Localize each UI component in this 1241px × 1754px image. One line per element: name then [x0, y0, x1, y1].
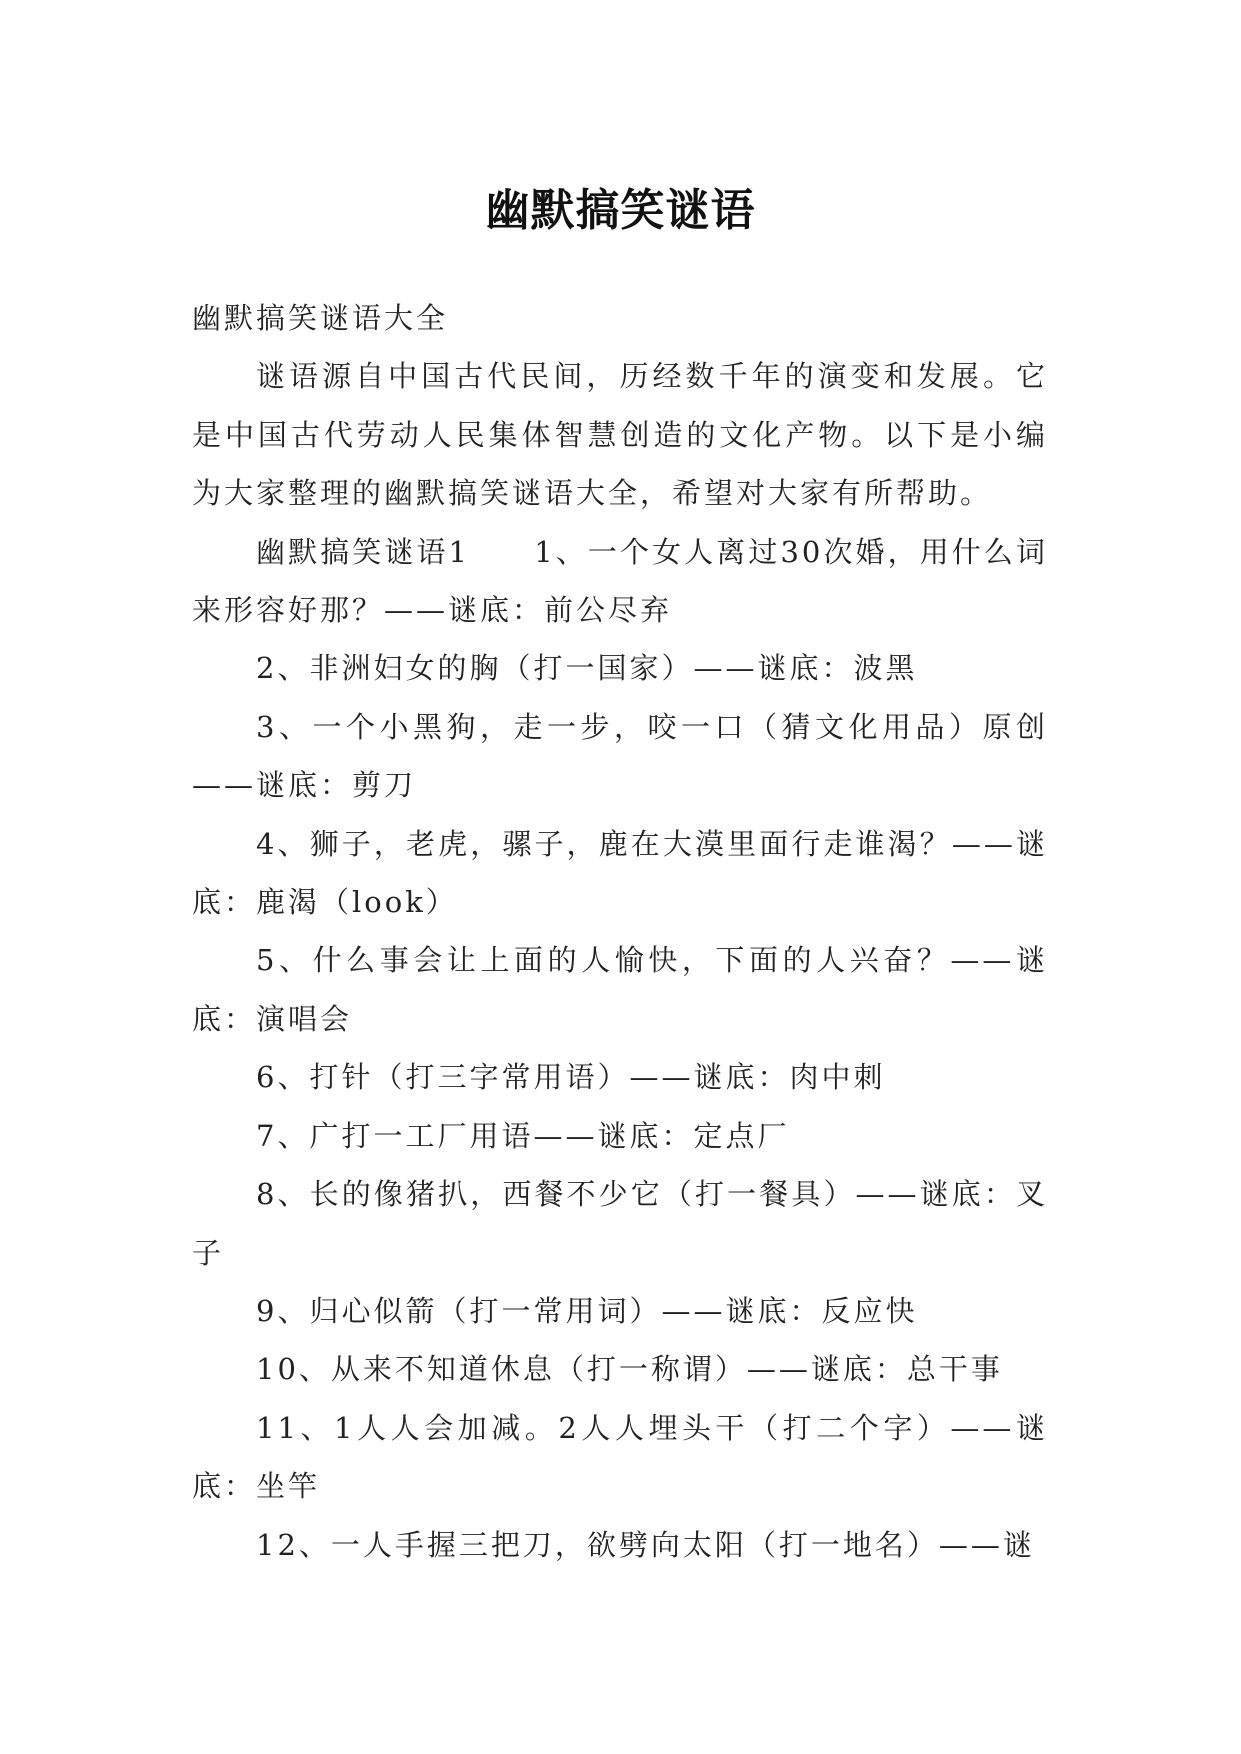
riddle-item: 6、打针（打三字常用语）——谜底：肉中刺	[256, 1060, 886, 1095]
riddle-item: 3、一个小黑狗，走一步，咬一口（猜文化用品）原创——谜底：剪刀	[192, 709, 1048, 803]
riddle-item: 5、什么事会让上面的人愉快，下面的人兴奋？——谜底：演唱会	[192, 943, 1048, 1036]
riddle-item: 10、从来不知道休息（打一称谓）——谜底：总干事	[256, 1352, 1003, 1387]
riddle-item: 2、非洲妇女的胸（打一国家）——谜底：波黑	[256, 651, 918, 686]
section-heading: 幽默搞笑谜语大全	[192, 301, 449, 335]
riddle-item: 11、1人人会加减。2人人埋头干（打二个字）——谜底：坐竿	[192, 1410, 1048, 1504]
document-title: 幽默搞笑谜语	[485, 185, 756, 237]
riddle-item: 幽默搞笑谜语1 1、一个女人离过30次婚，用什么词来形容好那？——谜底：前公尽弃	[192, 534, 1048, 628]
riddle-item: 7、广打一工厂用语——谜底：定点厂	[256, 1118, 790, 1153]
document-body	[192, 289, 1048, 1574]
riddle-item: 4、狮子，老虎，骡子，鹿在大漠里面行走谁渴？——谜底：鹿渴（look）	[192, 826, 1048, 920]
riddle-item: 12、一人手握三把刀，欲劈向太阳（打一地名）——谜	[256, 1527, 1035, 1562]
riddle-item: 8、长的像猪扒，西餐不少它（打一餐具）——谜底：叉子	[192, 1177, 1048, 1270]
intro-paragraph: 谜语源自中国古代民间，历经数千年的演变和发展。它是中国古代劳动人民集体智慧创造的文化产物。以下是小编为大家整理的幽默搞笑谜语大全，希望对大家有所帮助。	[192, 359, 1048, 511]
riddle-item: 9、归心似箭（打一常用词）——谜底：反应快	[256, 1293, 918, 1328]
